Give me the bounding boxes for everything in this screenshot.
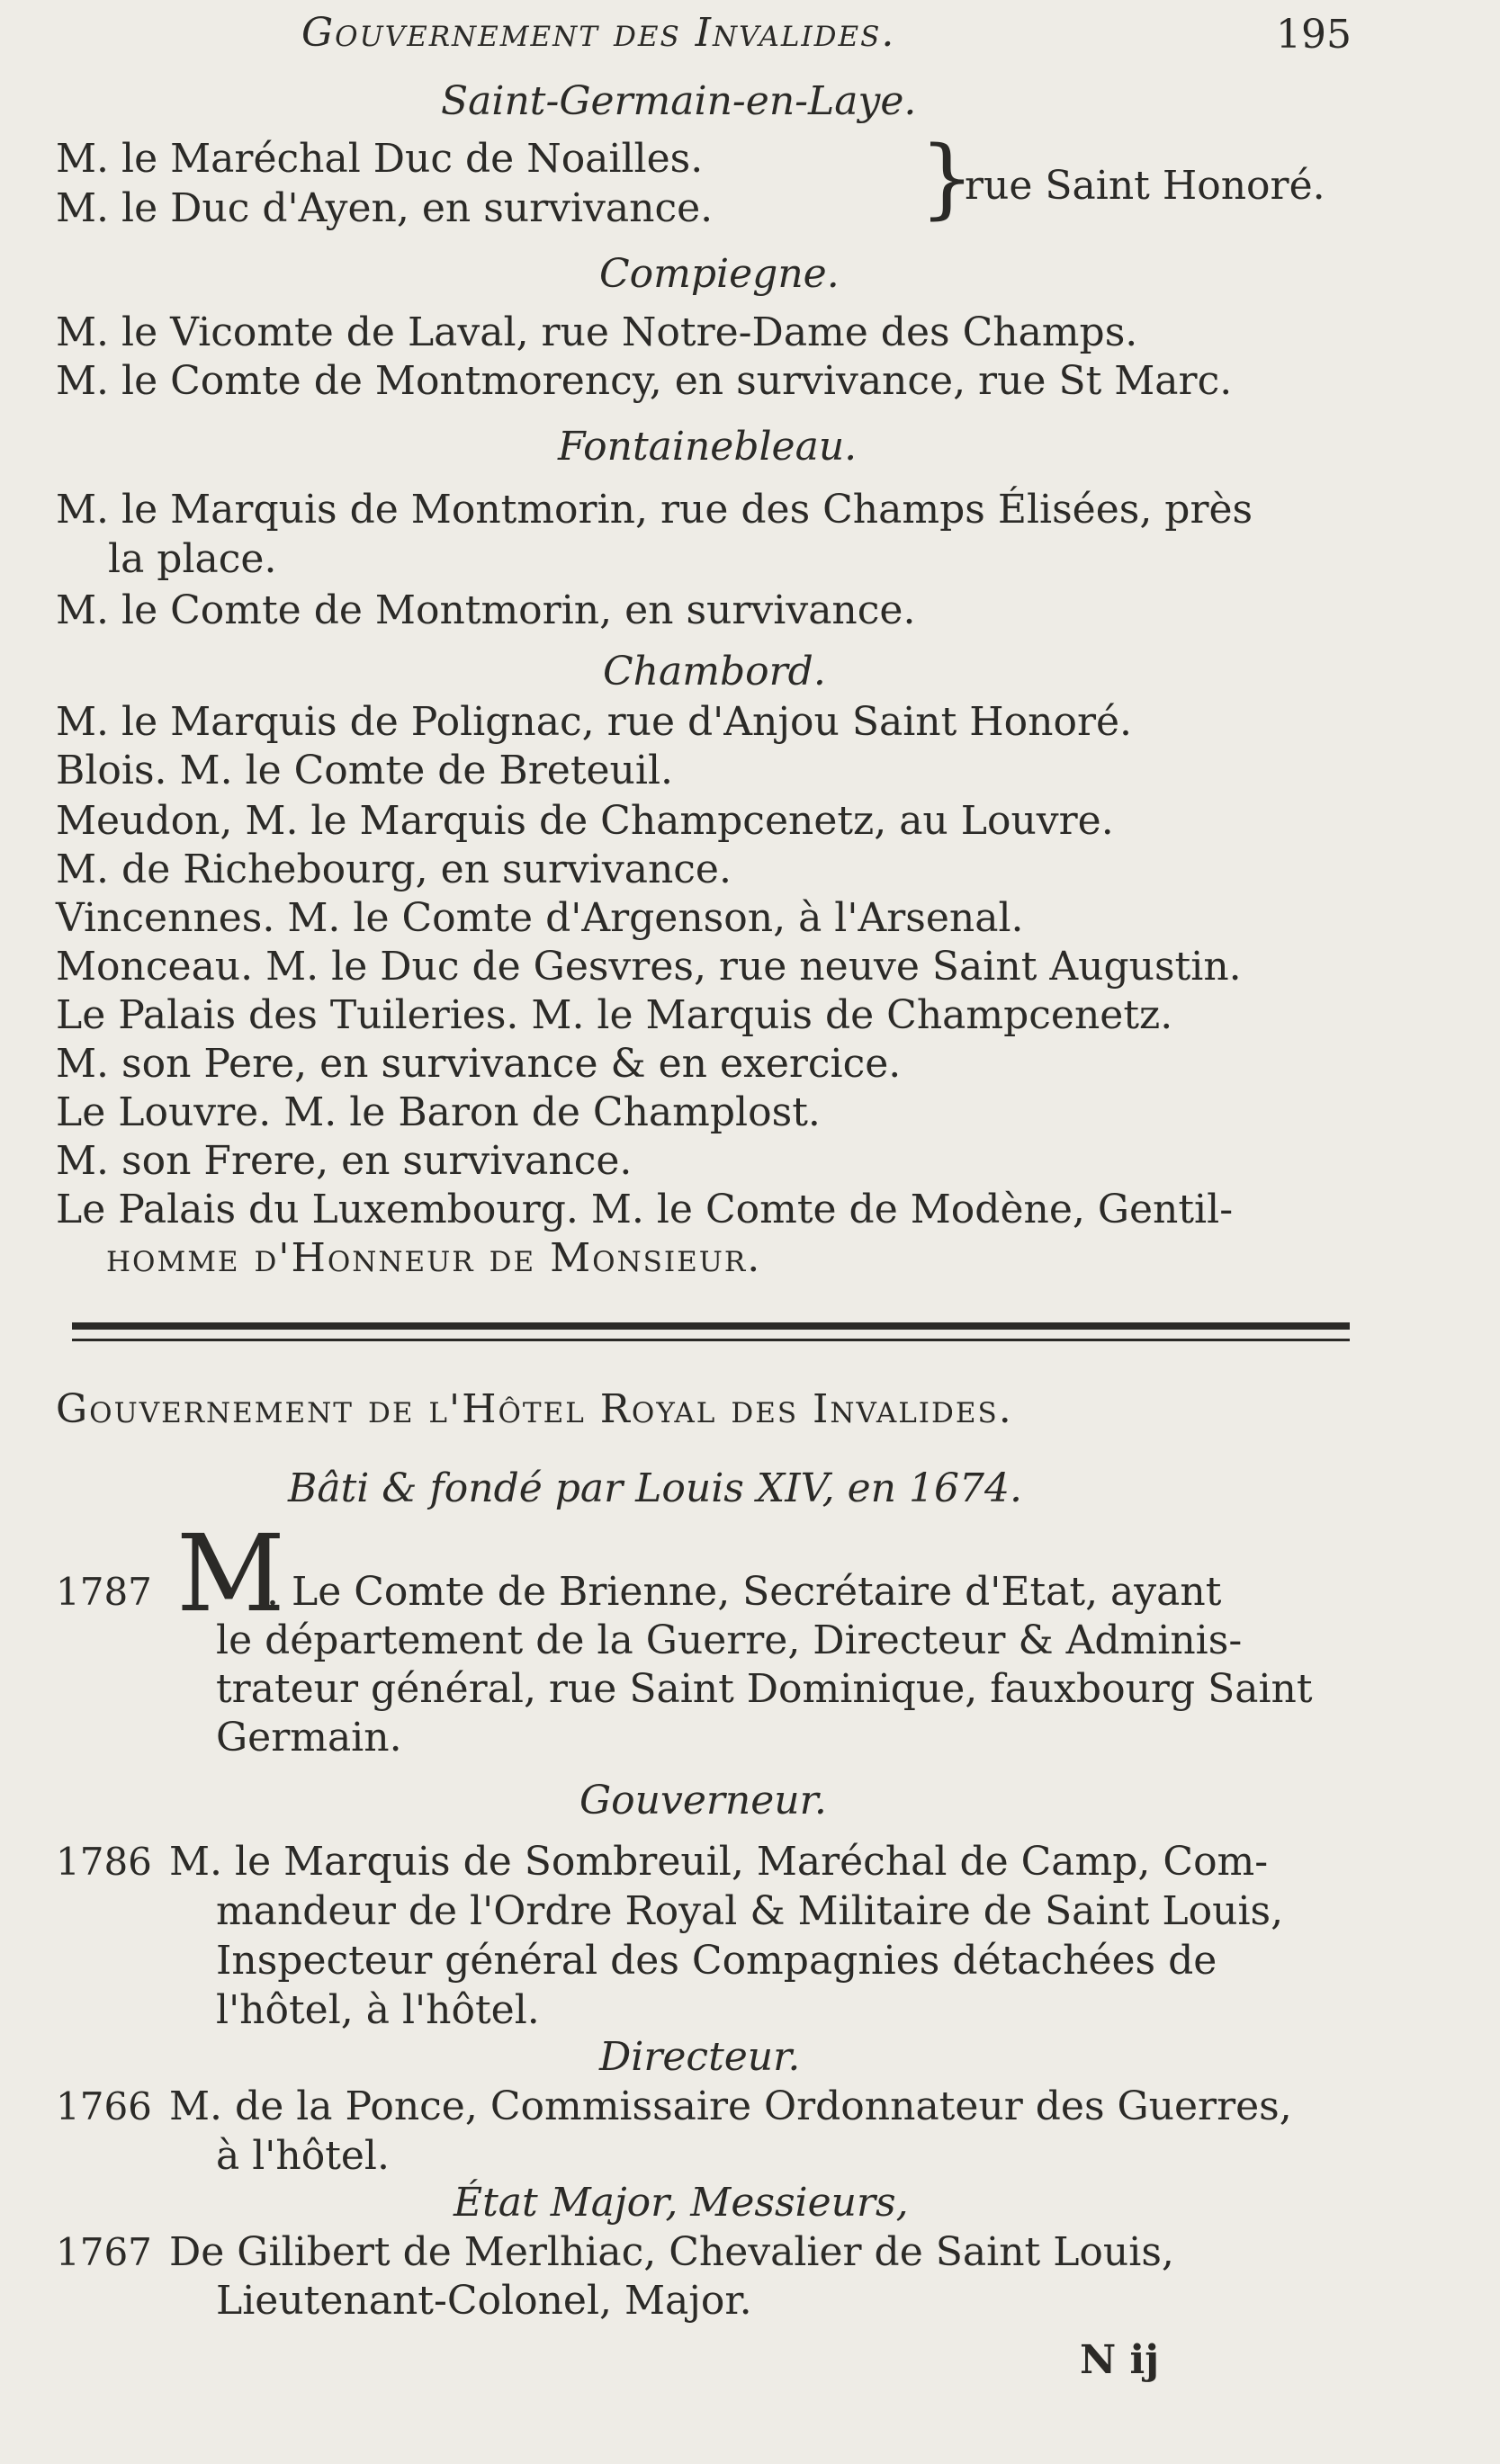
entry-line: trateur général, rue Saint Dominique, fauxbourg Saint: [216, 1666, 1313, 1712]
entry-line: M. le Marquis de Montmorin, rue des Champs Élisées, près: [56, 487, 1253, 533]
entry-line: Monceau. M. le Duc de Gesvres, rue neuve Saint Augustin.: [56, 944, 1242, 990]
entry-line: M. le Marquis de Sombreuil, Maréchal de Camp, Com-: [169, 1839, 1269, 1885]
entry-line: Germain.: [216, 1715, 402, 1761]
entry-line: Meudon, M. le Marquis de Champcenetz, au Louvre.: [56, 798, 1114, 844]
divider-rule-thin: [72, 1339, 1350, 1341]
entry-line: Blois. M. le Comte de Breteuil.: [56, 748, 674, 793]
entry-line: M. son Frere, en survivance.: [56, 1138, 633, 1184]
entry-line: homme d'Honneur de Monsieur.: [106, 1235, 762, 1281]
entry-year: 1766: [56, 2084, 152, 2128]
entry-line: M. le Comte de Montmorin, en survivance.: [56, 587, 916, 633]
entry-line: l'hôtel, à l'hôtel.: [216, 1987, 540, 2033]
entry-line: M. le Maréchal Duc de Noailles.: [56, 136, 704, 182]
entry-line: De Gilibert de Merlhiac, Chevalier de Saint Louis,: [169, 2229, 1174, 2275]
place-heading-chambord: Chambord.: [603, 649, 826, 694]
place-heading-compiegne: Compiegne.: [599, 251, 840, 297]
role-heading-gouverneur: Gouverneur.: [579, 1778, 827, 1823]
entry-line-address: rue Saint Honoré.: [965, 163, 1325, 209]
section-title: Gouvernement de l'Hôtel Royal des Invalides.: [56, 1386, 1013, 1432]
entry-line: Inspecteur général des Compagnies détachées de: [216, 1938, 1217, 1984]
entry-line: à l'hôtel.: [216, 2133, 390, 2179]
role-heading-directeur: Directeur.: [599, 2034, 801, 2080]
signature-mark: N ij: [1080, 2337, 1160, 2383]
role-heading-etat-major: État Major, Messieurs,: [454, 2180, 909, 2226]
divider-rule-thick: [72, 1322, 1350, 1330]
entry-line: la place.: [108, 536, 277, 582]
brace-glyph: }: [920, 128, 975, 228]
place-heading-fontainebleau: Fontainebleau.: [558, 424, 858, 470]
page-number: 195: [1276, 12, 1352, 58]
entry-line: M. son Pere, en survivance & en exercice.: [56, 1041, 902, 1087]
place-heading-saint-germain: Saint-Germain-en-Laye.: [441, 78, 917, 124]
entry-line: . Le Comte de Brienne, Secrétaire d'Etat, ayant: [266, 1569, 1222, 1615]
running-header-title: Gouvernement des Invalides.: [301, 10, 896, 56]
entry-line: M. de la Ponce, Commissaire Ordonnateur des Guerres,: [169, 2083, 1292, 2129]
entry-line: M. le Comte de Montmorency, en survivance, rue St Marc.: [56, 358, 1233, 404]
entry-line: Vincennes. M. le Comte d'Argenson, à l'Arsenal.: [56, 895, 1024, 941]
drop-cap-letter: M: [176, 1511, 285, 1635]
entry-line: Le Palais des Tuileries. M. le Marquis de Champcenetz.: [56, 992, 1173, 1038]
entry-line: Lieutenant-Colonel, Major.: [216, 2278, 752, 2324]
entry-line: M. le Marquis de Polignac, rue d'Anjou Saint Honoré.: [56, 699, 1133, 745]
entry-line: le département de la Guerre, Directeur & Adminis-: [216, 1617, 1243, 1663]
entry-year: 1787: [56, 1570, 152, 1614]
entry-year: 1786: [56, 1840, 152, 1884]
entry-line: M. de Richebourg, en survivance.: [56, 847, 732, 892]
entry-line: M. le Vicomte de Laval, rue Notre-Dame des Champs.: [56, 309, 1138, 355]
entry-line: Le Louvre. M. le Baron de Champlost.: [56, 1089, 821, 1135]
entry-line: M. le Duc d'Ayen, en survivance.: [56, 185, 714, 231]
section-subtitle: Bâti & fondé par Louis XIV, en 1674.: [288, 1465, 1022, 1511]
entry-line: mandeur de l'Ordre Royal & Militaire de Saint Louis,: [216, 1888, 1284, 1934]
entry-line: Le Palais du Luxembourg. M. le Comte de Modène, Gentil-: [56, 1187, 1234, 1232]
entry-year: 1767: [56, 2230, 152, 2274]
